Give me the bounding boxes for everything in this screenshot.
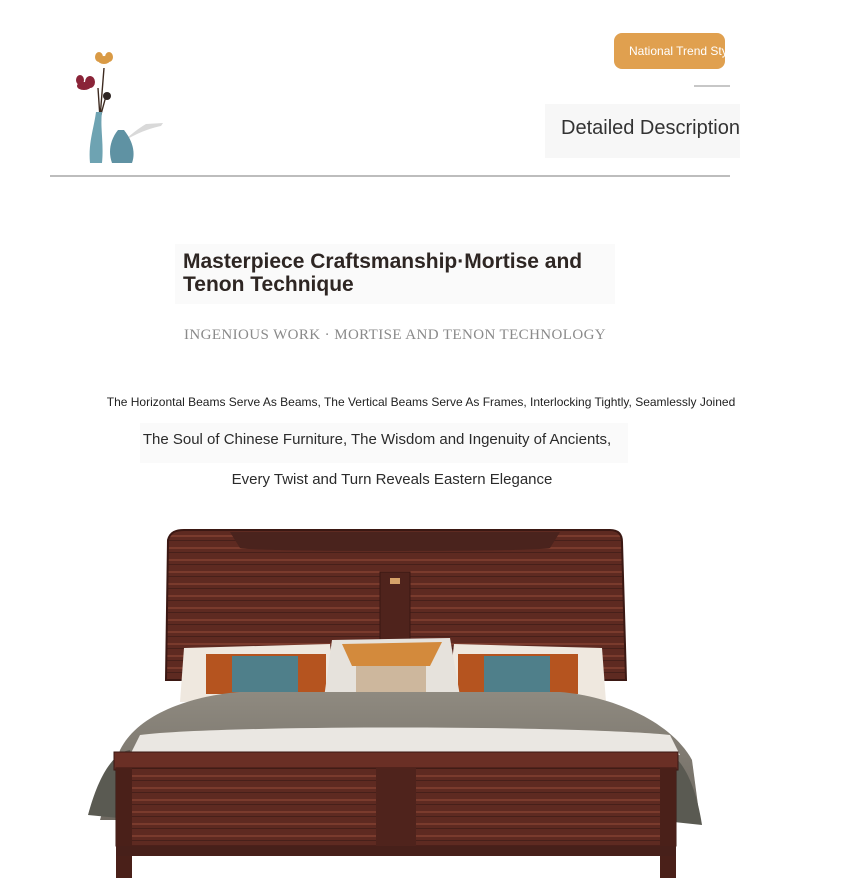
decorative-short-rule [694,85,730,87]
vase-decoration-icon [66,48,176,168]
header-divider [50,175,730,177]
national-trend-style-badge[interactable]: National Trend Style [614,33,725,69]
section-title: Detailed Description [561,117,740,139]
description-line-3: Every Twist and Turn Reveals Eastern Elegance [231,471,553,488]
bed-product-image [80,520,710,890]
description-line-2: The Soul of Chinese Furniture, The Wisdom and Ingenuity of Ancients, [142,431,612,448]
page-heading: Masterpiece Craftsmanship·Mortise and Tenon Technique [183,250,583,296]
page-subheading: INGENIOUS WORK · MORTISE AND TENON TECHNOLOGY [183,327,607,343]
description-line-1: The Horizontal Beams Serve As Beams, The Vertical Beams Serve As Frames, Interlocking Tightly, Seamlessly Joined [106,395,736,409]
